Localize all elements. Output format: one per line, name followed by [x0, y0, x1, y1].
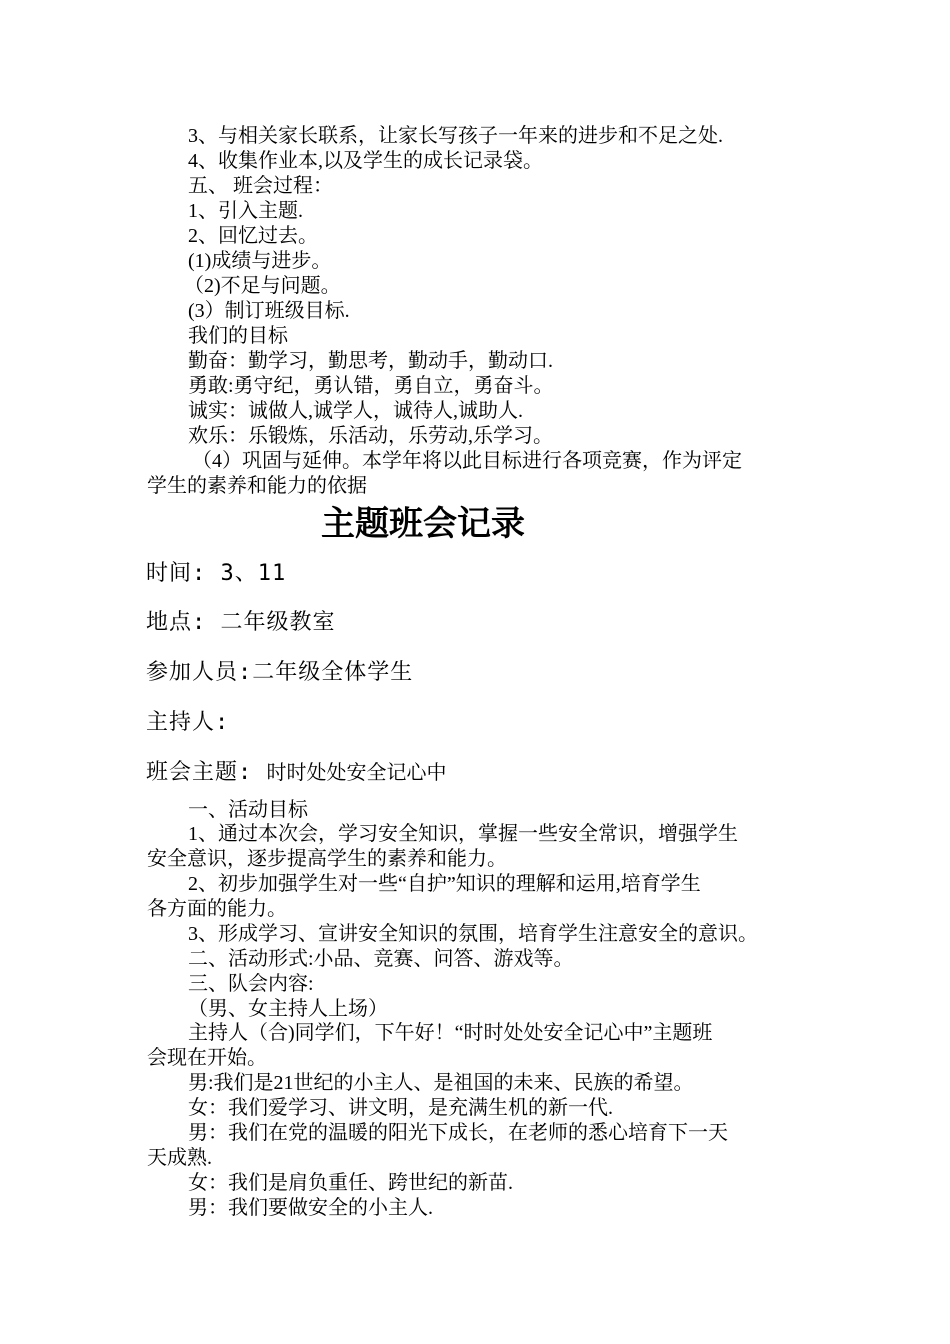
section-heading: 三、队会内容: [188, 973, 314, 995]
text-line: （2)不足与问题。 [184, 275, 341, 297]
text-line: (3）制订班级目标. [188, 300, 350, 322]
text-line: （4）巩固与延伸。本学年将以此目标进行各项竞赛，作为评定 [192, 450, 742, 472]
text-line: 天成熟. [147, 1147, 212, 1169]
record-theme-label: 班会主题: [146, 760, 253, 785]
section-heading: 二、活动形式:小品、竞赛、问答、游戏等。 [188, 948, 574, 970]
text-line: 3、与相关家长联系，让家长写孩子一年来的进步和不足之处. [188, 125, 723, 147]
text-line: 女：我们爱学习、讲文明，是充满生机的新一代. [188, 1097, 613, 1119]
text-line: 学生的素养和能力的依据 [147, 475, 367, 497]
text-line: 3、形成学习、宣讲安全知识的氛围，培育学生注意安全的意识。 [188, 923, 758, 945]
record-place: 地点: 二年级教室 [146, 610, 336, 635]
text-line: 主持人（合)同学们，下午好！“时时处处安全记心中”主题班 [188, 1022, 713, 1044]
text-line: 男：我们在党的温暖的阳光下成长，在老师的悉心培育下一天 [188, 1122, 728, 1144]
text-line: (1)成绩与进步。 [188, 250, 332, 272]
text-line: 我们的目标 [188, 325, 288, 347]
text-line: 勇敢:勇守纪，勇认错，勇自立，勇奋斗。 [188, 375, 554, 397]
text-line: 1、通过本次会，学习安全知识，掌握一些安全常识，增强学生 [188, 823, 738, 845]
page-title: 主题班会记录 [321, 504, 525, 544]
text-line: 男:我们是21世纪的小主人、是祖国的未来、民族的希望。 [188, 1072, 694, 1094]
text-line: 男：我们要做安全的小主人. [188, 1197, 433, 1219]
text-line: 1、引入主题. [188, 200, 303, 222]
text-line: 2、初步加强学生对一些“自护”知识的理解和运用,培育学生 [188, 873, 701, 895]
text-line: 会现在开始。 [147, 1047, 267, 1069]
text-line: 勤奋：勤学习，勤思考，勤动手，勤动口. [188, 350, 553, 372]
record-participants: 参加人员:二年级全体学生 [146, 660, 414, 685]
section-heading: 五、 班会过程： [188, 175, 333, 197]
text-line: （男、女主持人上场） [188, 998, 388, 1020]
record-host: 主持人: [146, 710, 230, 735]
text-line: 2、回忆过去。 [188, 225, 318, 247]
section-heading: 一、活动目标 [188, 799, 308, 821]
text-line: 女：我们是肩负重任、跨世纪的新苗. [188, 1172, 513, 1194]
text-line: 诚实：诚做人,诚学人，诚待人,诚助人. [188, 400, 523, 422]
text-line: 安全意识，逐步提高学生的素养和能力。 [147, 848, 507, 870]
text-line: 各方面的能力。 [147, 898, 287, 920]
record-time: 时间: 3、11 [146, 561, 287, 586]
record-theme-value: 时时处处安全记心中 [266, 762, 447, 784]
text-line: 4、收集作业本,以及学生的成长记录袋。 [188, 150, 543, 172]
record-theme [146, 759, 447, 787]
text-line: 欢乐：乐锻炼，乐活动，乐劳动,乐学习。 [188, 425, 553, 447]
